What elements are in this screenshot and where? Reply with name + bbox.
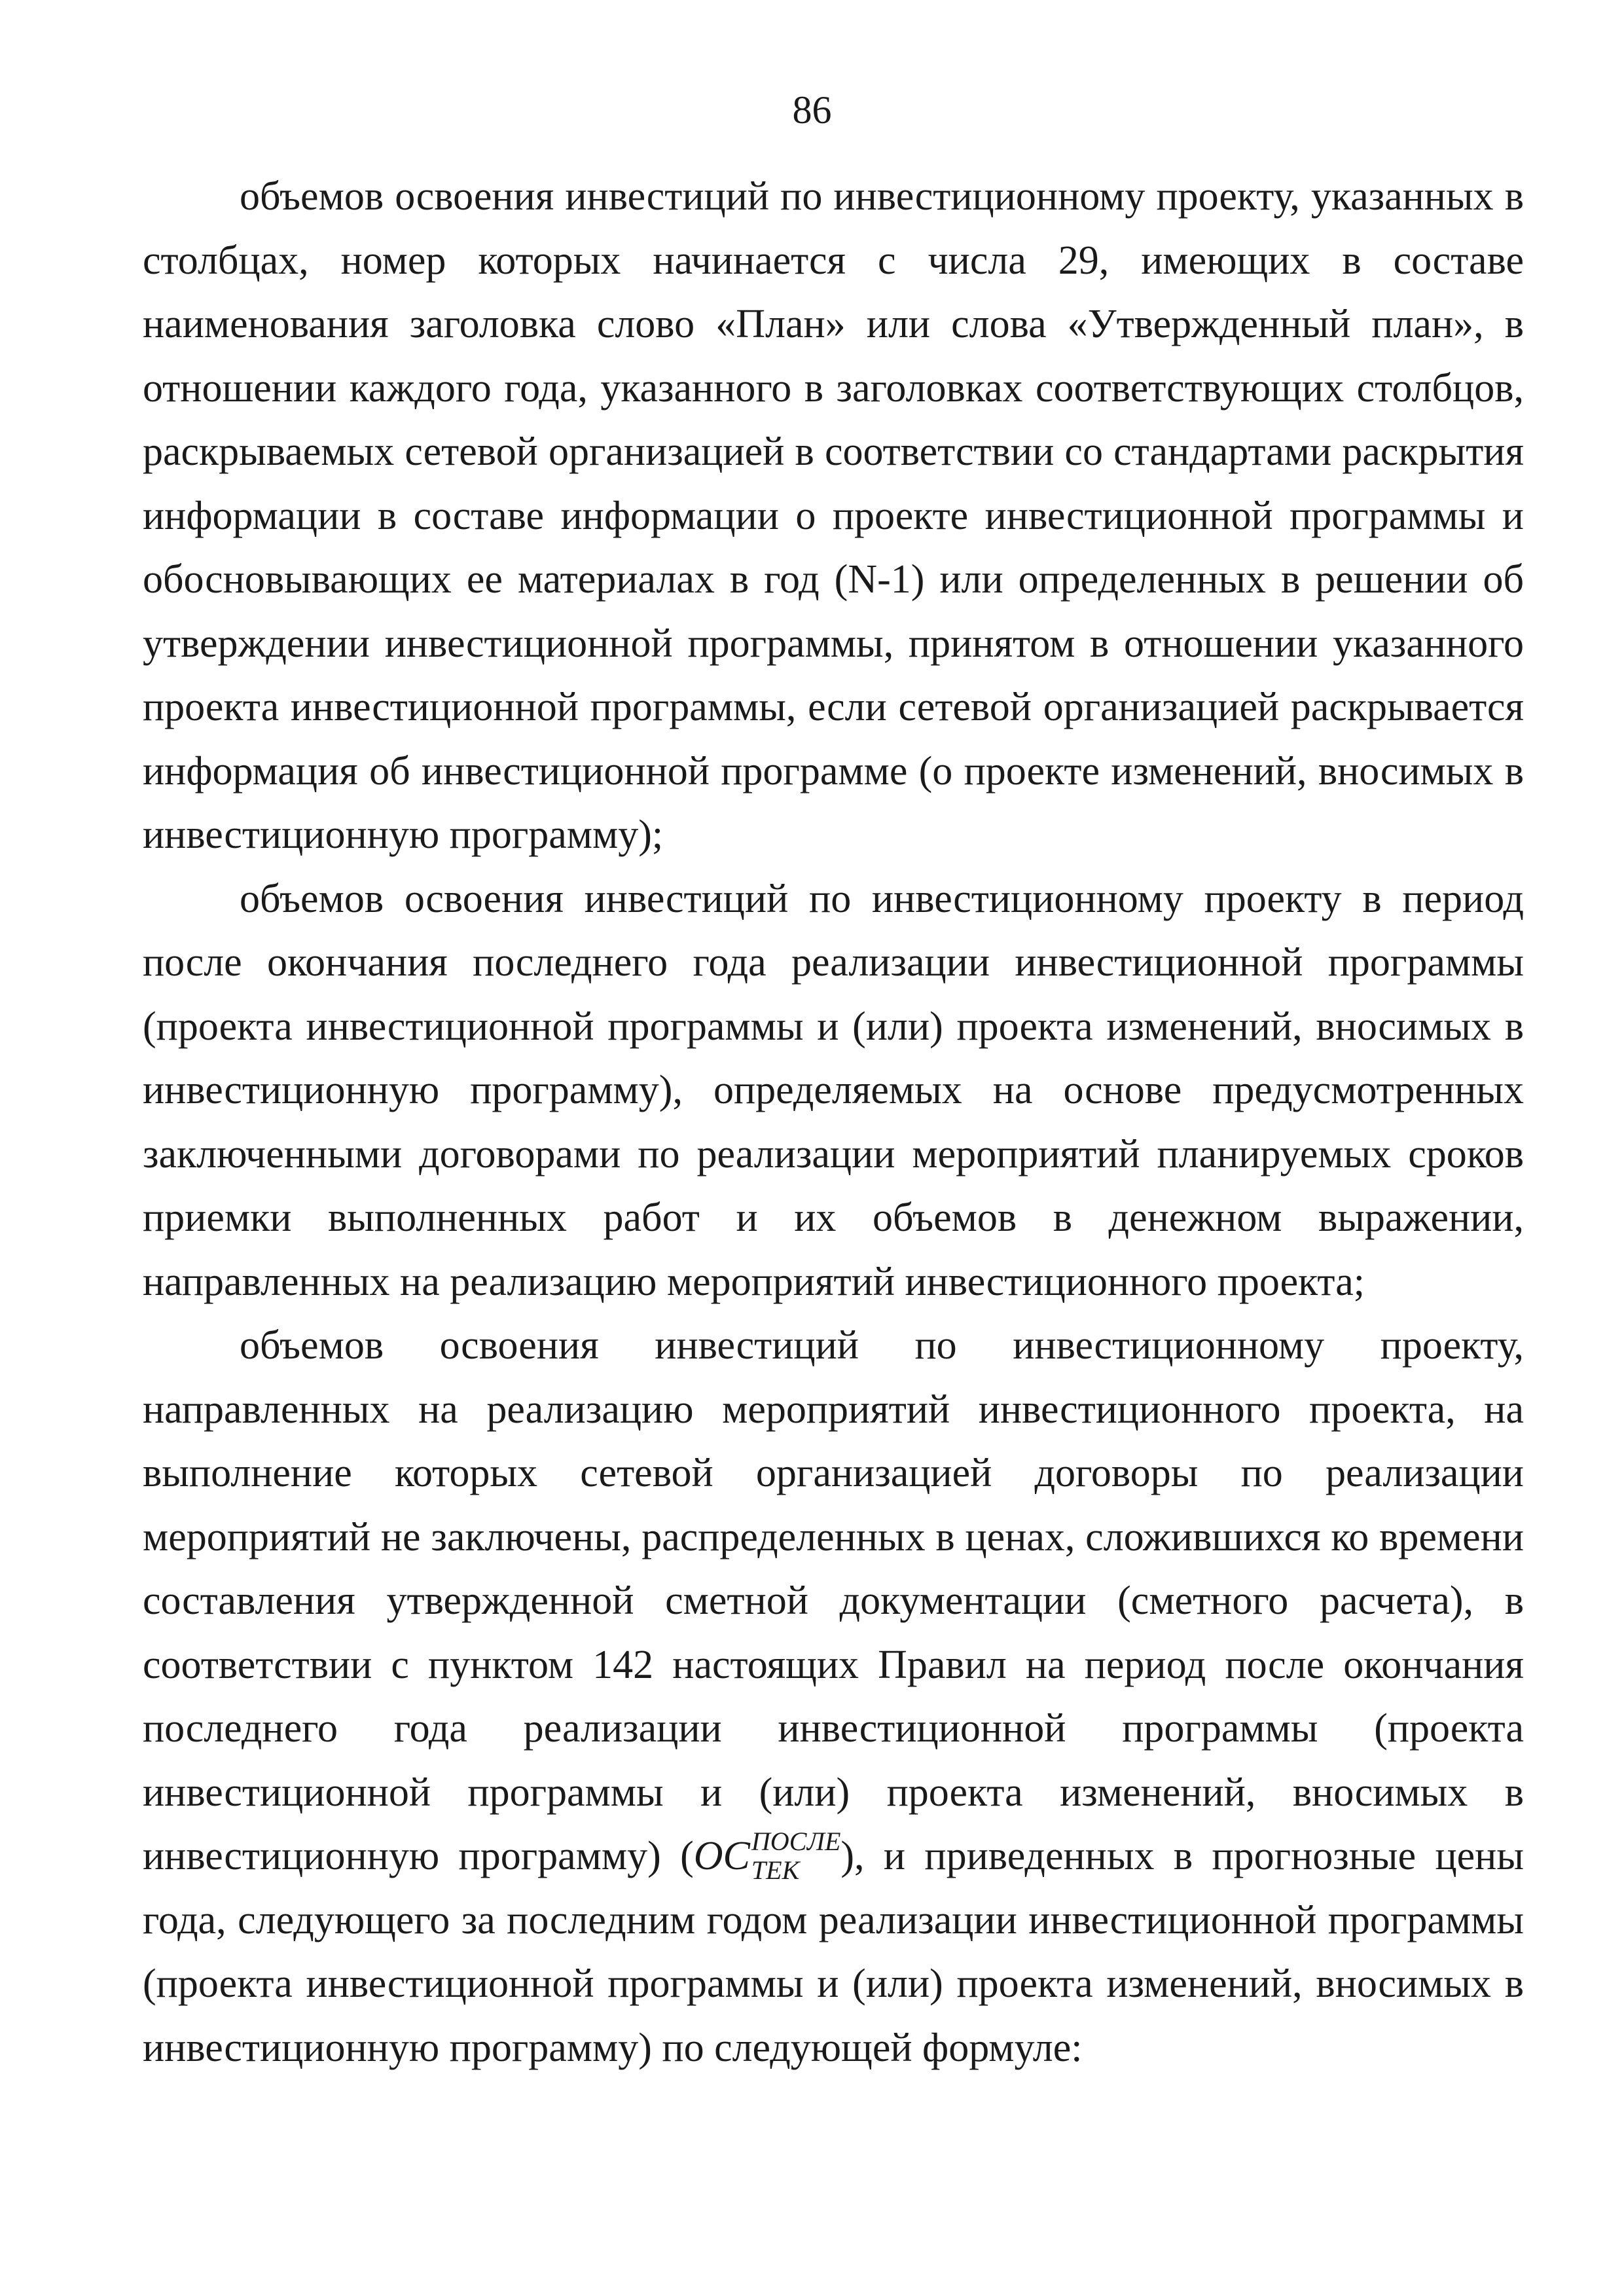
- paragraph-text-before-formula: объемов освоения инвестиций по инвестиционному проекту, направленных на реализацию мероприятий инвестиционного проекта, на выполнение которых сетевой организацией договоры по реализации мероприятий не заключены, распределенных в ценах, сложившихся ко времени составления утвержденной сметной документации (сметного расчета), в соответствии с пунктом 142 настоящих Правил на период после окончания последнего года реализации инвестиционной программы (проекта инвестиционной программы и (или) проекта изменений, вносимых в инвестиционную программу) (: [143, 1323, 1524, 1878]
- formula-subscript: ТЕК: [751, 1855, 800, 1885]
- paragraph-investment-volumes-after-program: объемов освоения инвестиций по инвестиционному проекту в период после окончания последнего года реализации инвестиционной программы (проекта инвестиционной программы и (или) проекта изменений, вносимых в инвестиционную программу), определяемых на основе предусмотренных заключенными договорами по реализации мероприятий планируемых сроков приемки выполненных работ и их объемов в денежном выражении, направленных на реализацию мероприятий инвестиционного проекта;: [143, 876, 1524, 1304]
- paragraph-investment-volumes-formula-intro: [143, 1314, 1524, 2080]
- page-number: 86: [792, 88, 832, 132]
- formula-oc-tek-posle: [694, 1825, 841, 1889]
- formula-base: ОС: [693, 1834, 750, 1878]
- paragraph-investment-volumes-plan: объемов освоения инвестиций по инвестиционному проекту, указанных в столбцах, номер которых начинается с числа 29, имеющих в составе наименования заголовка слово «План» или слова «Утвержденный план», в отношении каждого года, указанного в заголовках соответствующих столбцов, раскрываемых сетевой организацией в соответствии со стандартами раскрытия информации в составе информации о проекте инвестиционной программы и обосновывающих ее материалах в год (N-1) или определенных в решении об утверждении инвестиционной программы, принятом в отношении указанного проекта инвестиционной программы, если сетевой организацией раскрывается информация об инвестиционной программе (о проекте изменений, вносимых в инвестиционную программу);: [143, 174, 1524, 857]
- document-body: [143, 165, 1524, 2080]
- formula-superscript: ПОСЛЕ: [751, 1826, 841, 1856]
- formula-scripts: [751, 1827, 840, 1885]
- paragraph-text-after-formula: ), и приведенных в прогнозные цены года, следующего за последним годом реализации инвестиционной программы (проекта инвестиционной программы и (или) проекта изменений, вносимых в инвестиционную программу) по следующей формуле:: [143, 1834, 1524, 2070]
